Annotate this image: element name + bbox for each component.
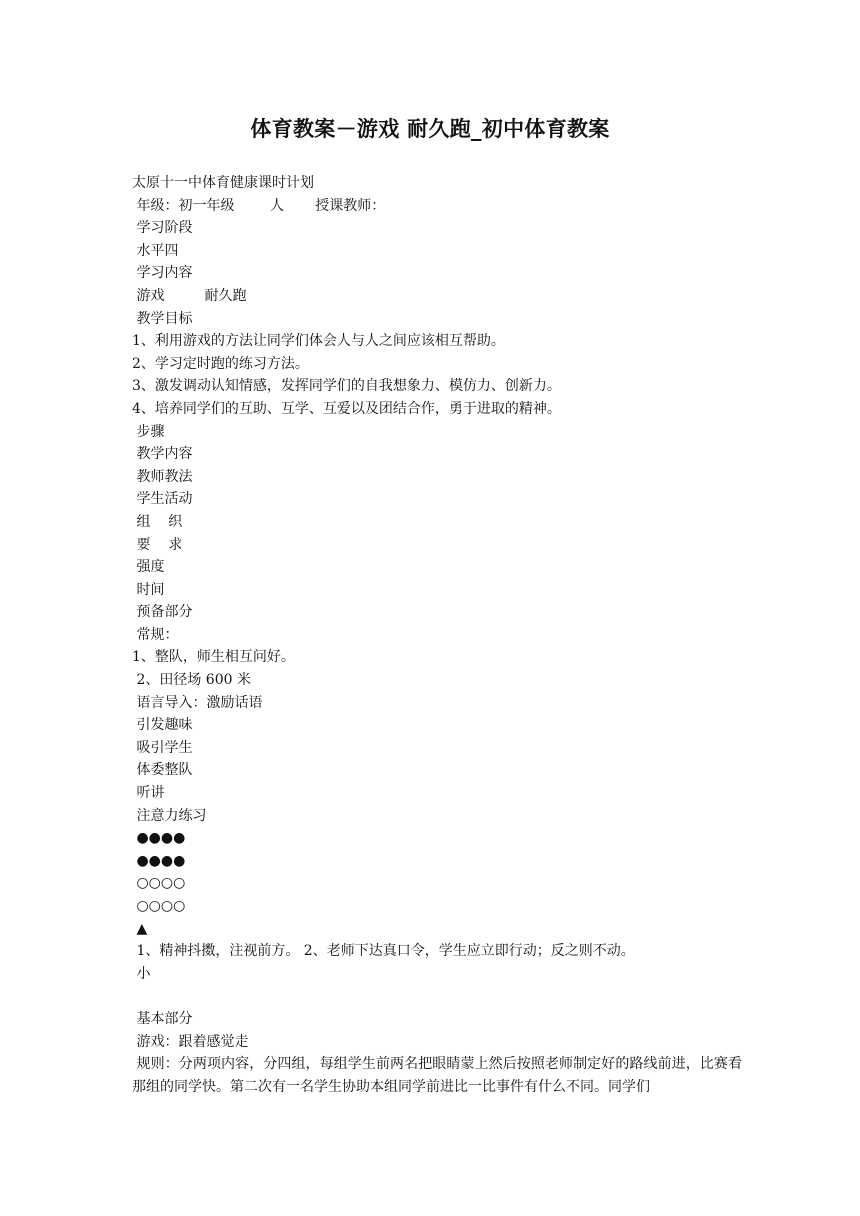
text-line: 4、培养同学们的互助、互学、互爱以及团结合作，勇于进取的精神。 <box>132 400 561 417</box>
text-line: 教学目标 <box>132 310 193 327</box>
text-line: 太原十一中体育健康课时计划 <box>132 175 314 191</box>
text-line: 注意力练习 <box>132 807 207 824</box>
text-line: 时间 <box>132 581 165 598</box>
text-line: 游戏：跟着感觉走 <box>132 1033 249 1050</box>
text-line: 学习内容 <box>132 265 193 282</box>
text-line: 引发趣味 <box>132 717 193 734</box>
text-line: 体委整队 <box>132 762 193 779</box>
text-line: 2、学习定时跑的练习方法。 <box>132 355 309 372</box>
text-line: 语言导入：激励话语 <box>132 694 263 711</box>
rules-paragraph: 规则：分两项内容，分四组，每组学生前两名把眼睛蒙上然后按照老师制定好的路线前进，比赛看那组的同学快。第二次有一名学生协助本组同学前进比一比事件有什么不同。同学们 <box>132 1056 743 1095</box>
text-line: 强度 <box>132 559 165 576</box>
text-line: ○○○○ <box>132 875 186 892</box>
text-line: 1、利用游戏的方法让同学们体会人与人之间应该相互帮助。 <box>132 333 505 350</box>
page-title: 体育教案－游戏 耐久跑_初中体育教案 <box>250 116 610 141</box>
text-line: 要 求 <box>132 536 183 553</box>
text-line: 学习阶段 <box>132 220 193 237</box>
text-line: 常规： <box>132 626 179 643</box>
text-line: ●●●● <box>132 852 186 869</box>
text-line: 年级：初一年级 人 授课教师： <box>132 197 386 214</box>
text-line: 预备部分 <box>132 604 193 621</box>
text-line: 基本部分 <box>132 1010 193 1027</box>
text-line: 3、激发调动认知情感，发挥同学们的自我想象力、模仿力、创新力。 <box>132 378 561 395</box>
text-line: ▲ <box>132 920 148 937</box>
text-line: 2、田径场 600 米 <box>132 672 251 689</box>
text-line: 学生活动 <box>132 491 193 508</box>
text-line: 游戏 耐久跑 <box>132 287 247 304</box>
text-line: ○○○○ <box>132 898 186 914</box>
text-line: 1、精神抖擞，注视前方。 2、老师下达真口令，学生应立即行动；反之则不动。 <box>132 943 635 960</box>
text-line: 步骤 <box>132 423 165 440</box>
text-line: 吸引学生 <box>132 739 193 756</box>
text-line: 组 织 <box>132 513 183 530</box>
text-line: 1、整队，师生相互问好。 <box>132 649 295 666</box>
text-line: 水平四 <box>132 242 179 259</box>
text-line: 听讲 <box>132 785 165 802</box>
text-line: 教师教法 <box>132 468 193 485</box>
text-line: 教学内容 <box>132 446 193 463</box>
text-line: 小 <box>132 965 151 982</box>
document-body <box>132 172 742 1098</box>
text-line <box>132 985 742 1008</box>
text-line: ●●●● <box>132 830 186 847</box>
